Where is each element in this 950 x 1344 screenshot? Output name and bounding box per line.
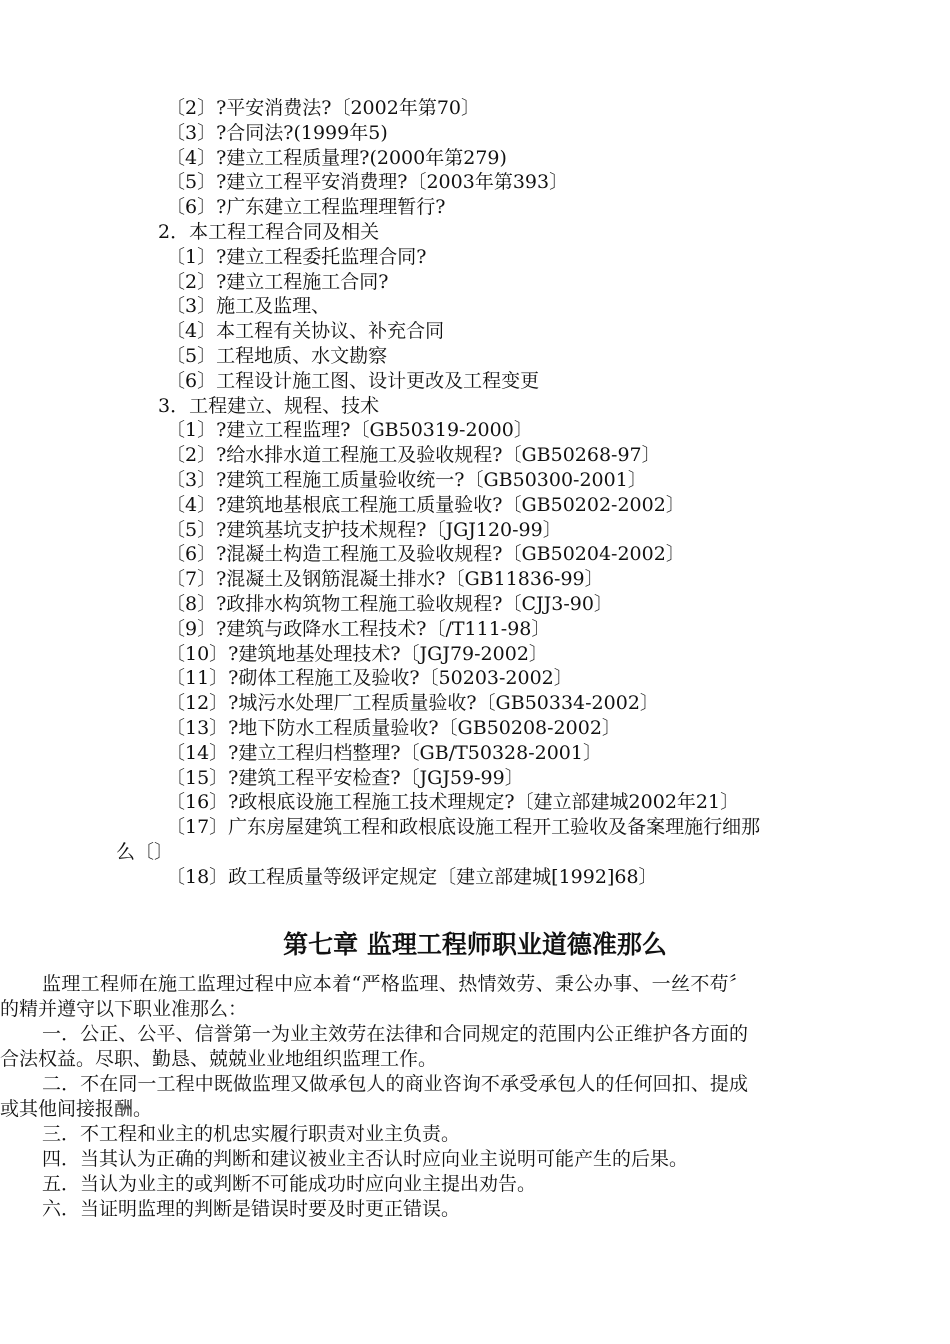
list-item: 〔6〕?广东建立工程监理理暂行? (166, 196, 446, 219)
list-item: 〔3〕施工及监理、 (166, 295, 331, 318)
list-item: 〔11〕?砌体工程施工及验收?〔50203-2002〕 (166, 667, 573, 690)
list-item: 〔17〕广东房屋建筑工程和政根底设施工程开工验收及备案理施行细那 (166, 816, 761, 839)
list-item: 〔1〕?建立工程委托监理合同? (166, 245, 427, 268)
list-item: 〔13〕?地下防水工程质量验收?〔GB50208-2002〕 (166, 716, 621, 739)
list-item: 〔5〕?建筑基坑支护技术规程?〔JGJ120-99〕 (166, 518, 562, 541)
list-item: 〔7〕?混凝土及钢筋混凝土排水?〔GB11836-99〕 (166, 568, 604, 591)
list-item: 〔5〕工程地质、水文勘察 (166, 344, 388, 367)
body-paragraph: 监理工程师在施工监理过程中应本着“严格监理、热情效劳、秉公办事、一丝不苟〞的精并遵守以下职业准那么： (0, 973, 748, 1020)
list-item: 〔1〕?建立工程监理?〔GB50319-2000〕 (166, 419, 533, 442)
list-item: 〔2〕?建立工程施工合同? (166, 270, 389, 293)
list-item: 3．工程建立、规程、技术 (158, 394, 380, 417)
list-item: 〔5〕?建立工程平安消费理?〔2003年第393〕 (166, 171, 569, 194)
list-item: 〔14〕?建立工程归档整理?〔GB/T50328-2001〕 (166, 741, 602, 764)
reference-list (0, 96, 950, 890)
body-paragraph: 六．当证明监理的判断是错误时要及时更正错误。 (42, 1198, 461, 1220)
list-item: 〔6〕工程设计施工图、设计更改及工程变更 (166, 369, 540, 392)
list-item: 么〔〕 (116, 840, 174, 863)
list-item: 〔4〕?建筑地基根底工程施工质量验收?〔GB50202-2002〕 (166, 493, 685, 516)
list-item: 〔8〕?政排水构筑物工程施工验收规程?〔CJJ3-90〕 (166, 592, 613, 615)
body-paragraph: 五．当认为业主的或判断不可能成功时应向业主提出劝告。 (42, 1173, 537, 1195)
chapter-body (0, 972, 950, 1222)
list-item: 〔12〕?城污水处理厂工程质量验收?〔GB50334-2002〕 (166, 692, 659, 715)
list-item: 〔4〕本工程有关协议、补充合同 (166, 320, 445, 343)
list-item: 〔4〕?建立工程质量理?(2000年第279) (166, 146, 507, 169)
list-item: 〔15〕?建筑工程平安检查?〔JGJ59-99〕 (166, 766, 524, 789)
list-item: 〔10〕?建筑地基处理技术?〔JGJ79-2002〕 (166, 642, 548, 665)
list-item: 〔18〕政工程质量等级评定规定〔建立部建城[1992]68〕 (166, 865, 658, 888)
body-paragraph: 二．不在同一工程中既做监理又做承包人的商业咨询不承受承包人的任何回扣、提成或其他间接报酬。 (0, 1073, 748, 1120)
body-paragraph: 三．不工程和业主的机忠实履行职责对业主负责。 (42, 1123, 461, 1145)
body-paragraph: 一．公正、公平、信誉第一为业主效劳在法律和合同规定的范围内公正维护各方面的合法权益。尽职、勤恳、兢兢业业地组织监理工作。 (0, 1023, 748, 1070)
chapter-title: 第七章 监理工程师职业道德准那么 (283, 930, 667, 959)
list-item: 〔6〕?混凝土构造工程施工及验收规程?〔GB50204-2002〕 (166, 543, 685, 566)
list-item: 〔16〕?政根底设施工程施工技术理规定?〔建立部建城2002年21〕 (166, 791, 740, 814)
body-paragraph: 四．当其认为正确的判断和建议被业主否认时应向业主说明可能产生的后果。 (42, 1148, 689, 1170)
list-item: 〔3〕?合同法?(1999年5) (166, 121, 388, 144)
list-item: 〔9〕?建筑与政降水工程技术?〔/T111-98〕 (166, 617, 551, 640)
list-item: 〔3〕?建筑工程施工质量验收统一?〔GB50300-2001〕 (166, 468, 647, 491)
list-item: 〔2〕?平安消费法?〔2002年第70〕 (166, 97, 480, 119)
list-item: 2．本工程工程合同及相关 (158, 220, 380, 243)
list-item: 〔2〕?给水排水道工程施工及验收规程?〔GB50268-97〕 (166, 444, 661, 467)
